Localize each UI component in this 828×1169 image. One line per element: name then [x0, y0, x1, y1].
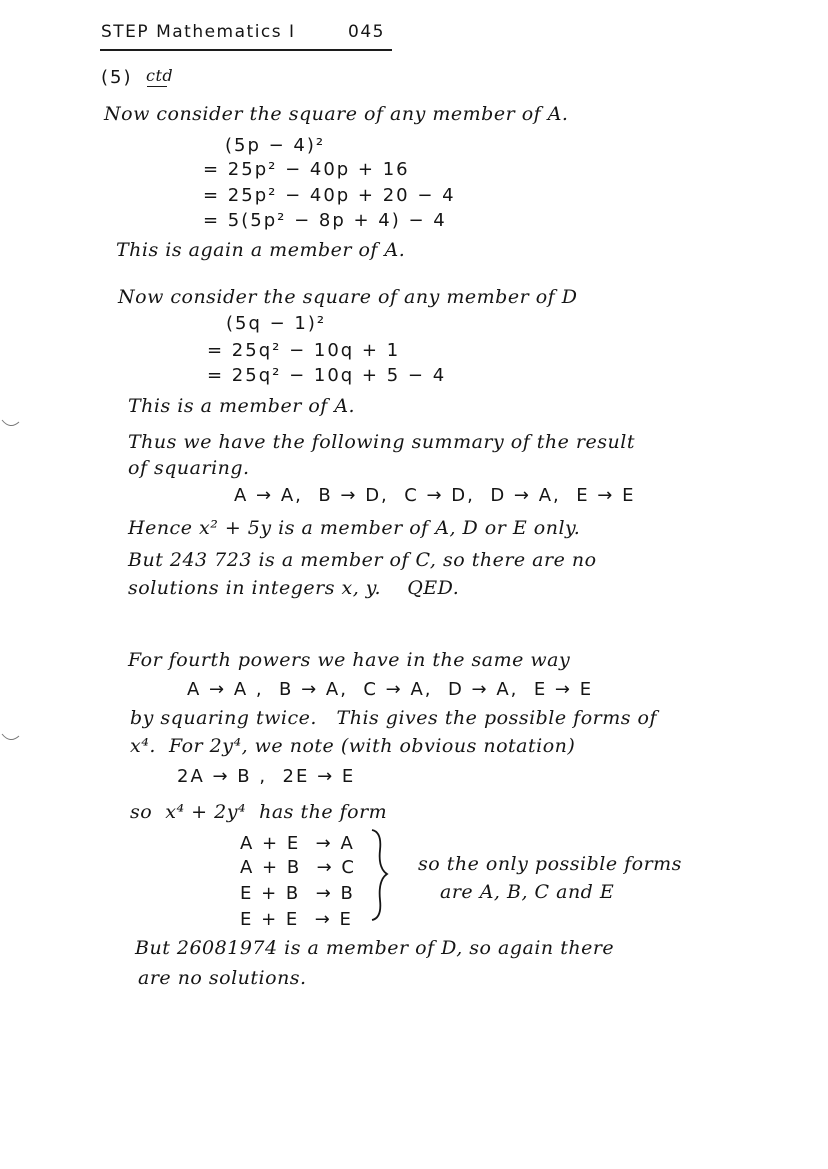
punch-hole-mark: [0, 732, 20, 744]
form-rule: A + E → A: [240, 833, 355, 854]
fourth-powers-form-intro: so x⁴ + 2y⁴ has the form: [130, 801, 388, 823]
fourth-powers-line: by squaring twice. This gives the possible forms of: [130, 707, 658, 729]
summary-line: of squaring.: [128, 457, 250, 479]
part-d-conclusion: This is a member of A.: [128, 395, 356, 417]
hence-line: solutions in integers x, y. QED.: [128, 577, 460, 599]
part-a-intro: Now consider the square of any member of A.: [104, 103, 569, 125]
section-number: (5): [101, 67, 133, 88]
part-d-step: = 25q² − 10q + 1: [207, 340, 401, 361]
header-course: STEP Mathematics I: [101, 22, 296, 42]
forms-note: are A, B, C and E: [440, 881, 615, 903]
hence-line: Hence x² + 5y is a member of A, D or E only.: [128, 517, 581, 539]
part-a-step: = 5(5p² − 8p + 4) − 4: [203, 210, 447, 231]
form-rule: A + B → C: [240, 857, 357, 878]
summary-line: Thus we have the following summary of the result: [128, 431, 635, 453]
part-a-step: = 25p² − 40p + 20 − 4: [203, 185, 456, 206]
squaring-mapping: A → A, B → D, C → D, D → A, E → E: [234, 485, 636, 506]
curly-brace: [368, 828, 390, 922]
part-d-step: = 25q² − 10q + 5 − 4: [207, 365, 447, 386]
section-continued: ctd: [146, 66, 174, 85]
final-line: are no solutions.: [138, 967, 307, 989]
part-d-intro: Now consider the square of any member of D: [118, 286, 578, 308]
fourth-powers-intro: For fourth powers we have in the same way: [128, 649, 571, 671]
part-a-conclusion: This is again a member of A.: [116, 239, 406, 261]
part-a-expression: (5p − 4)²: [225, 135, 326, 156]
header-underline: [100, 49, 392, 51]
punch-hole-mark: [0, 418, 20, 430]
form-rule: E + B → B: [240, 883, 355, 904]
part-a-step: = 25p² − 40p + 16: [203, 159, 410, 180]
hence-line: But 243 723 is a member of C, so there are no: [128, 549, 597, 571]
fourth-powers-line: x⁴. For 2y⁴, we note (with obvious notation): [130, 735, 576, 757]
header-code: 045: [348, 22, 385, 42]
forms-note: so the only possible forms: [418, 853, 682, 875]
continued-underline: [147, 86, 167, 87]
final-line: But 26081974 is a member of D, so again there: [135, 937, 615, 959]
form-rule: E + E → E: [240, 909, 353, 930]
fourth-powers-mapping: A → A , B → A, C → A, D → A, E → E: [187, 679, 594, 700]
part-d-expression: (5q − 1)²: [226, 313, 327, 334]
doubling-rule: 2A → B , 2E → E: [177, 766, 356, 787]
